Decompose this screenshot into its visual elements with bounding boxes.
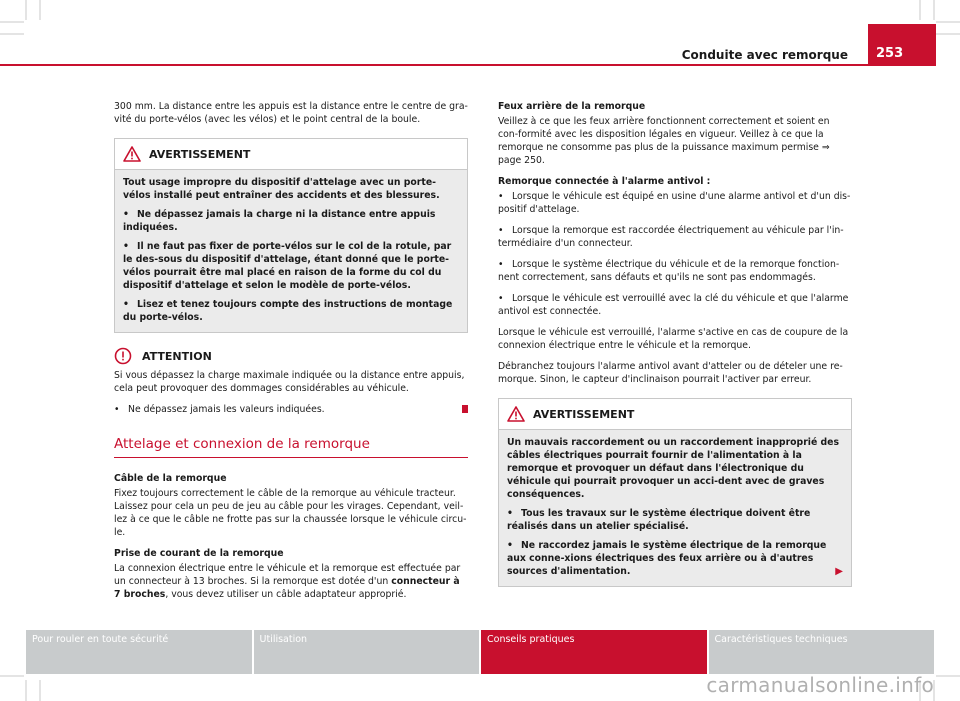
warning-triangle-icon [123,146,141,162]
section-title: Attelage et connexion de la remorque [114,438,468,458]
attention-bullet: • Ne dépassez jamais les valeurs indiquées. [114,403,468,416]
alarm-bullet: • Lorsque le véhicule est verrouillé avec la clé du véhicule et que l'alarme antivol est connectée. [498,293,849,317]
tab-practical-tips[interactable]: Conseils pratiques [481,630,707,674]
cable-heading: Câble de la remorque [114,473,227,484]
warning-body [115,170,467,332]
rear-lights-text: Veillez à ce que les feux arrière fonctionnent correctement et soient en con-formité avec les disposition légales en vigueur. Veillez à ce que la remorque ne consomme pas plus de la puissance maximum permise ⇒ page 250. [498,116,830,166]
warning-header [499,399,851,430]
warning-body [499,430,851,586]
footer-nav [26,630,934,674]
chapter-title: Conduite avec remorque [681,48,848,62]
alarm-text-1: Lorsque le véhicule est verrouillé, l'alarme s'active en cas de coupure de la connexion électrique entre le véhicule et la remorque. [498,327,849,351]
cable-text: Fixez toujours correctement le câble de la remorque au véhicule tracteur. Laissez pour cela un peu de jeu au câble pour les virages. Cependant, veil-lez à ce que le câble ne frotte pas sur la chaussée lorsque le véhicule circu-le. [114,488,467,538]
continued-arrow-icon: ▶ [835,566,843,577]
header-rule [0,64,868,66]
warning-box-bike-carrier [114,138,468,333]
tab-technical-specs[interactable]: Caractéristiques techniques [709,630,935,674]
rear-lights-heading: Feux arrière de la remorque [498,101,646,112]
socket-text: La connexion électrique entre le véhicule et la remorque est effectuée par un connecteur à 13 broches. Si la remorque est dotée d'un connecteur à 7 broches, vous devez utiliser un câble adaptateur approprié. [114,563,461,600]
alarm-bullet: • Lorsque le système électrique du véhicule et de la remorque fonction-nent correctement, sans défauts et qu'ils ne sont pas endommagés. [498,259,840,283]
attention-title: ATTENTION [142,349,212,363]
alarm-bullet: • Lorsque le véhicule est équipé en usine d'une alarme antivol et d'un dis-positif d'attelage. [498,191,851,215]
warning-title: AVERTISSEMENT [533,407,635,421]
socket-heading: Prise de courant de la remorque [114,548,284,559]
left-column [114,100,468,609]
intro-paragraph: 300 mm. La distance entre les appuis est la distance entre le centre de gra-vité du porte-vélos (avec les vélos) et le point central de la boule. [114,101,468,125]
attention-text: Si vous dépassez la charge maximale indiquée ou la distance entre appuis, cela peut provoquer des dommages considérables au véhicule. [114,370,465,394]
warning-bullet: • Ne dépassez jamais la charge ni la distance entre appuis indiquées. [123,209,436,233]
tab-safety[interactable]: Pour rouler en toute sécurité [26,630,252,674]
alarm-heading: Remorque connectée à l'alarme antivol : [498,176,711,187]
warning-lead: Tout usage impropre du dispositif d'attelage avec un porte-vélos installé peut entraîner des accidents et des blessures. [123,177,440,201]
right-column [498,100,852,601]
page-header [0,0,960,70]
alarm-text-2: Débranchez toujours l'alarme antivol avant d'atteler ou de dételer une re-morque. Sinon, le capteur d'inclinaison pourrait l'activer par erreur. [498,361,843,385]
warning-bullet: • Il ne faut pas fixer de porte-vélos sur le col de la rotule, par le des-sous du dispositif d'attelage, étant donné que le porte-vélos pourrait être mal placé en raison de la forme du col du dispositif d'attelage et selon le modèle de porte-vélos. [123,241,452,291]
attention-header [114,347,468,365]
warning-bullet: • Tous les travaux sur le système électrique doivent être réalisés dans un atelier spécialisé. [507,508,811,532]
warning-title: AVERTISSEMENT [149,147,251,161]
tab-operation[interactable]: Utilisation [254,630,480,674]
warning-bullet: • Lisez et tenez toujours compte des instructions de montage du porte-vélos. [123,299,453,323]
end-of-section-icon [462,405,468,413]
attention-circle-icon [114,347,132,365]
watermark: carmanualsonline.info [706,673,934,697]
warning-header [115,139,467,170]
warning-bullet: • Ne raccordez jamais le système électrique de la remorque aux conne-xions électriques des feux arrière ou à d'autres sources d'alimentation. ▶ [507,540,843,577]
warning-triangle-icon [507,406,525,422]
page-number: 253 [876,46,904,61]
warning-lead: Un mauvais raccordement ou un raccordement inapproprié des câbles électriques pourrait fournir de l'alimentation à la remorque et provoquer un défaut dans l'électronique du véhicule qui pourrait provoquer un acci-dent avec de graves conséquences. [507,437,840,500]
alarm-bullet: • Lorsque la remorque est raccordée électriquement au véhicule par l'in-termédiaire d'un connecteur. [498,225,844,249]
warning-box-electrical [498,398,852,587]
